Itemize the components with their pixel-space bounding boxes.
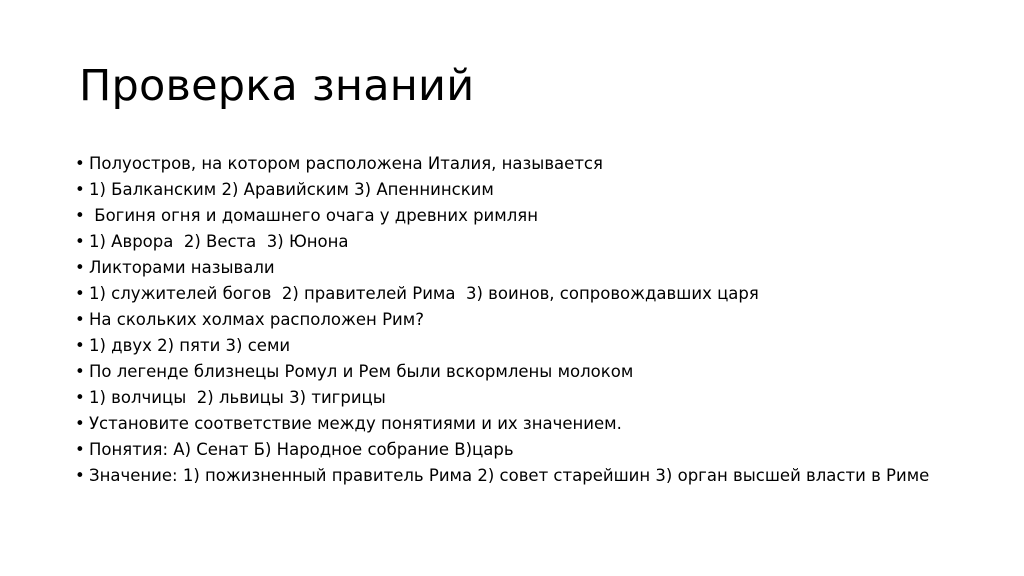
bullet-item: • 1) волчицы 2) львицы 3) тигрицы bbox=[75, 388, 975, 408]
bullet-list bbox=[75, 154, 975, 492]
bullet-item: • 1) служителей богов 2) правителей Рима 3) воинов, сопровождавших царя bbox=[75, 284, 975, 304]
slide-title: Проверка знаний bbox=[79, 61, 475, 111]
bullet-item: • По легенде близнецы Ромул и Рем были вскормлены молоком bbox=[75, 362, 975, 382]
bullet-item: • Полуостров, на котором расположена Италия, называется bbox=[75, 154, 975, 174]
bullet-item: • Значение: 1) пожизненный правитель Рима 2) совет старейшин 3) орган высшей власти в Риме bbox=[75, 466, 975, 486]
bullet-item: • Богиня огня и домашнего очага у древних римлян bbox=[75, 206, 975, 226]
bullet-item: • Понятия: А) Сенат Б) Народное собрание В)царь bbox=[75, 440, 975, 460]
bullet-item: • 1) Аврора 2) Веста 3) Юнона bbox=[75, 232, 975, 252]
bullet-item: • 1) Балканским 2) Аравийским 3) Апеннинским bbox=[75, 180, 975, 200]
bullet-item: • На скольких холмах расположен Рим? bbox=[75, 310, 975, 330]
bullet-item: • 1) двух 2) пяти 3) семи bbox=[75, 336, 975, 356]
bullet-item: • Ликторами называли bbox=[75, 258, 975, 278]
bullet-item: • Установите соответствие между понятиями и их значением. bbox=[75, 414, 975, 434]
